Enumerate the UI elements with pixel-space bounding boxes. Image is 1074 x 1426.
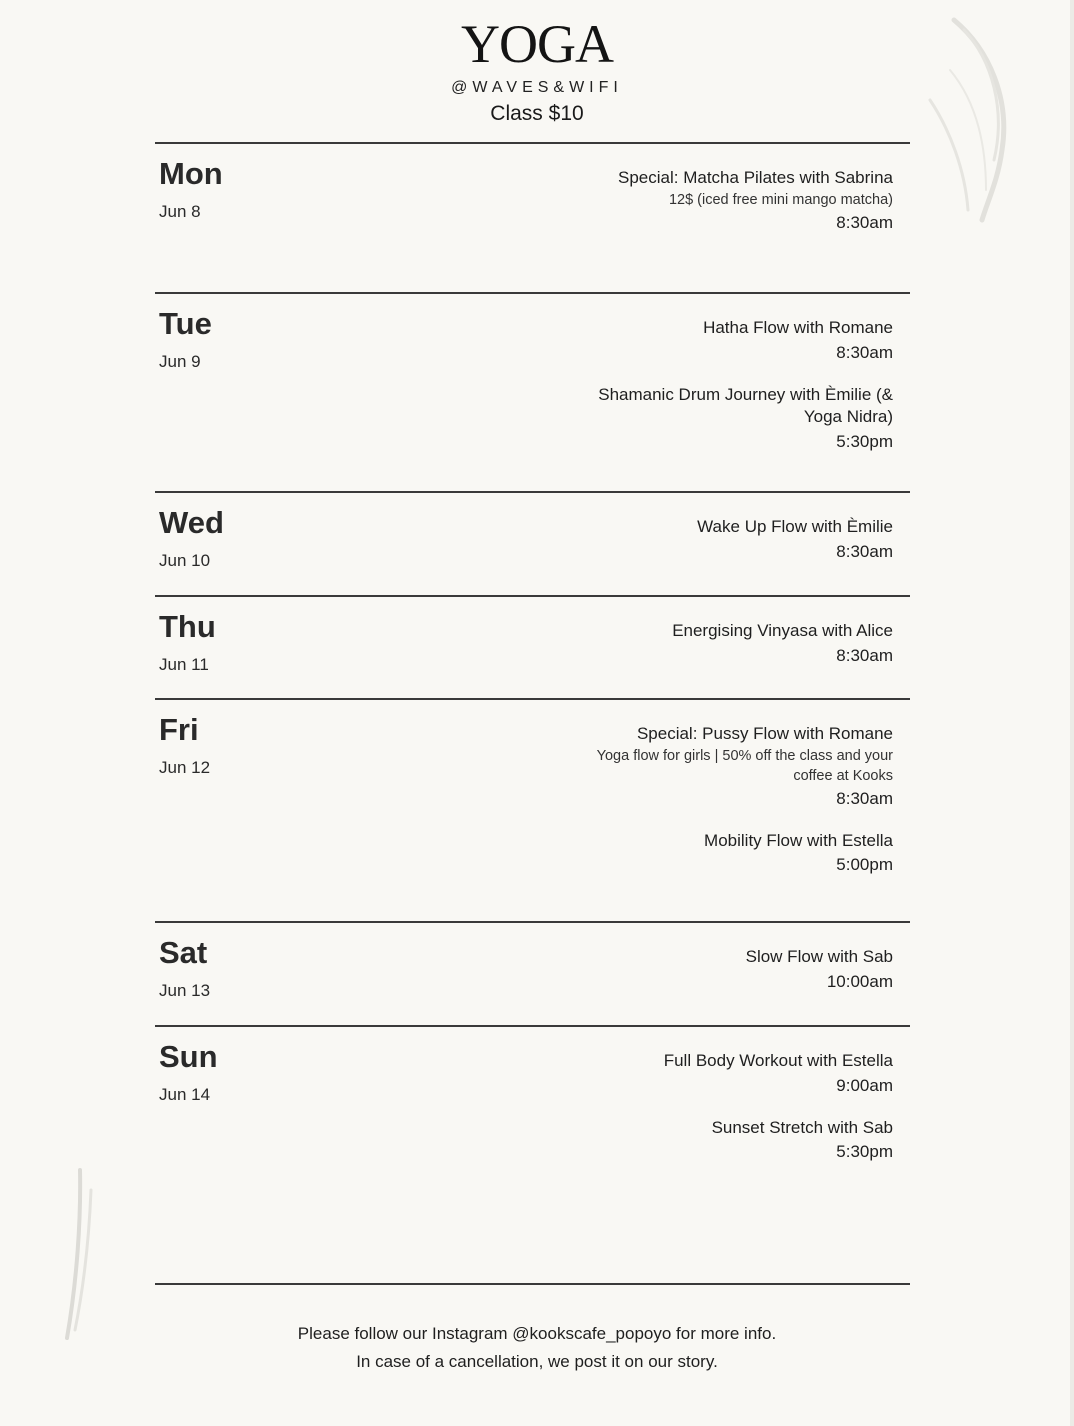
class-session: [563, 830, 893, 878]
day-name: Sat: [159, 935, 208, 970]
class-time: 8:30am: [836, 788, 893, 808]
venue-handle: @WAVES&WIFI: [451, 79, 623, 96]
day-divider: [155, 1025, 910, 1027]
class-note: Yoga flow for girls | 50% off the class and your coffee at Kooks: [596, 747, 893, 784]
class-session: [563, 1050, 893, 1098]
session-list: [563, 516, 893, 564]
day-divider: [155, 491, 910, 493]
class-session: [563, 384, 893, 454]
day-name: Fri: [159, 712, 199, 747]
class-name: Energising Vinyasa with Alice: [672, 621, 893, 640]
day-divider: [155, 698, 910, 700]
class-note: 12$ (iced free mini mango matcha): [668, 191, 893, 208]
class-name: Full Body Workout with Estella: [663, 1051, 893, 1070]
class-time: 9:00am: [836, 1075, 893, 1095]
footer-cancellation-note: In case of a cancellation, we post it on our story.: [356, 1352, 718, 1371]
class-session: [563, 946, 893, 994]
class-time: 8:30am: [836, 342, 893, 362]
class-name: Special: Pussy Flow with Romane: [636, 724, 893, 743]
page-edge: [1070, 0, 1074, 1426]
day-divider: [155, 595, 910, 597]
class-time: 10:00am: [826, 971, 893, 991]
class-name: Hatha Flow with Romane: [703, 318, 893, 337]
day-divider: [155, 921, 910, 923]
day-date: Jun 9: [159, 352, 201, 371]
session-list: [563, 1050, 893, 1164]
class-name: Slow Flow with Sab: [745, 947, 893, 966]
session-list: [563, 317, 893, 454]
class-name: Mobility Flow with Estella: [704, 830, 893, 850]
session-list: [563, 723, 893, 877]
day-name: Wed: [159, 505, 224, 540]
day-divider: [155, 292, 910, 294]
day-date: Jun 8: [159, 202, 201, 221]
footer: [0, 1320, 1074, 1376]
footer-divider: [155, 1283, 910, 1285]
day-date: Jun 13: [159, 981, 211, 1000]
page-title: YOGA: [461, 14, 613, 74]
class-time: 5:30pm: [836, 1142, 893, 1161]
class-time: 8:30am: [836, 212, 893, 232]
class-time: 5:00pm: [836, 855, 893, 874]
session-list: [563, 946, 893, 994]
class-time: 5:30pm: [836, 431, 893, 451]
day-name: Tue: [159, 306, 212, 341]
class-session: [563, 723, 893, 811]
day-date: Jun 12: [159, 758, 211, 777]
day-date: Jun 11: [159, 655, 209, 674]
class-name: Sunset Stretch with Sab: [711, 1117, 893, 1137]
class-name: Shamanic Drum Journey with Èmilie (& Yoga Nidra): [598, 384, 893, 426]
class-session: [563, 1117, 893, 1165]
day-name: Sun: [159, 1039, 218, 1074]
session-list: [563, 620, 893, 668]
class-time: 8:30am: [836, 541, 893, 561]
class-name: Wake Up Flow with Èmilie: [697, 517, 893, 536]
class-session: [563, 167, 893, 235]
class-name: Special: Matcha Pilates with Sabrina: [618, 168, 893, 187]
class-session: [563, 317, 893, 365]
day-name: Mon: [159, 156, 223, 191]
day-divider: [155, 142, 910, 144]
day-date: Jun 10: [159, 551, 211, 570]
day-date: Jun 14: [159, 1085, 211, 1104]
class-session: [563, 620, 893, 668]
day-name: Thu: [159, 609, 216, 644]
class-price: Class $10: [490, 102, 584, 125]
session-list: [563, 167, 893, 235]
class-session: [563, 516, 893, 564]
class-time: 8:30am: [836, 645, 893, 665]
footer-instagram-note: Please follow our Instagram @kookscafe_popoyo for more info.: [297, 1324, 777, 1343]
